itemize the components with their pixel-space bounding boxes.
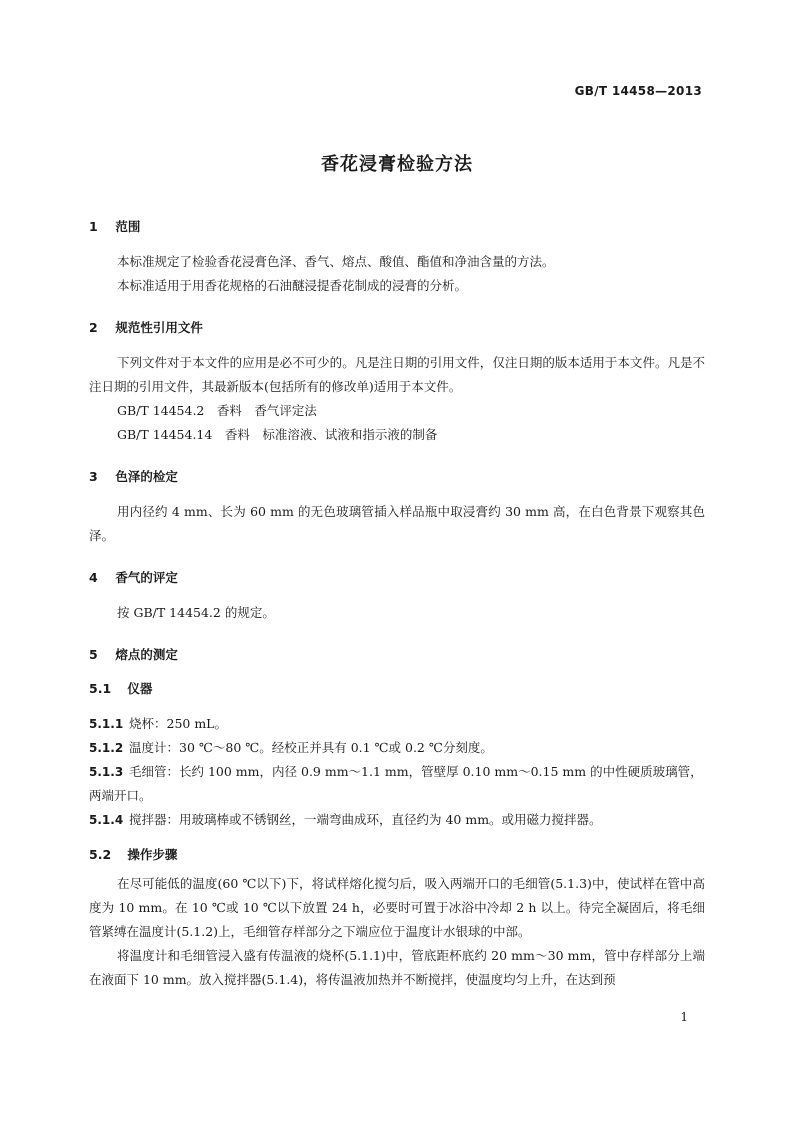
- subsection-number: 5.2: [89, 847, 112, 862]
- paragraph: 在尽可能低的温度(60 ℃以下)下，将试样熔化搅匀后，吸入两端开口的毛细管(5.1.3)中，使试样在管中高度为 10 mm。在 10 ℃或 10 ℃以下放置 24 h，必要时可置于冰浴中冷却 2 h 以上。待完全凝固后，将毛细管紧缚在温度计(5.1.2)上，毛细管存样部分之下端应位于温度计水银球的中部。: [89, 876, 705, 939]
- section-4-heading: [89, 567, 705, 589]
- document-body: [89, 216, 705, 992]
- clause-text: 搅拌器：用玻璃棒或不锈钢丝，一端弯曲成环，直径约为 40 mm。或用磁力搅拌器。: [129, 812, 602, 827]
- paragraph: 用内径约 4 mm、长为 60 mm 的无色玻璃管插入样品瓶中取浸膏约 30 mm 高，在白色背景下观察其色泽。: [89, 504, 705, 543]
- clause-5-1-1: [89, 712, 705, 736]
- section-number: 5: [89, 647, 98, 662]
- document-title: 香花浸膏检验方法: [321, 154, 473, 175]
- section-number: 2: [89, 320, 98, 335]
- section-number: 3: [89, 469, 98, 484]
- clause-number: 5.1.3: [89, 765, 124, 779]
- standard-code: GB/T 14458—2013: [574, 84, 702, 98]
- section-5-heading: [89, 644, 705, 666]
- clause-number: 5.1.1: [89, 717, 124, 731]
- clause-text: 温度计：30 ℃～80 ℃。经校正并具有 0.1 ℃或 0.2 ℃分刻度。: [129, 740, 493, 755]
- clause-5-1-3: [89, 760, 705, 808]
- subsection-5-2-heading: [89, 844, 705, 866]
- normative-reference: GB/T 14454.14 香料 标准溶液、试液和指示液的制备: [117, 427, 438, 442]
- subsection-5-1-heading: [89, 678, 705, 700]
- paragraph: 本标准适用于用香花规格的石油醚浸提香花制成的浸膏的分析。: [117, 278, 468, 293]
- section-title: 香气的评定: [115, 570, 178, 585]
- subsection-number: 5.1: [89, 681, 112, 696]
- clause-5-1-4: [89, 808, 705, 832]
- section-title: 范围: [115, 219, 141, 234]
- paragraph: 本标准规定了检验香花浸膏色泽、香气、熔点、酸值、酯值和净油含量的方法。: [117, 254, 555, 269]
- clause-5-1-2: [89, 736, 705, 760]
- clause-text: 毛细管：长约 100 mm，内径 0.9 mm～1.1 mm，管壁厚 0.10 mm～0.15 mm 的中性硬质玻璃管，两端开口。: [89, 764, 703, 803]
- subsection-title: 操作步骤: [127, 847, 178, 862]
- section-number: 1: [89, 219, 98, 234]
- section-title: 色泽的检定: [115, 469, 178, 484]
- section-title: 规范性引用文件: [115, 320, 203, 335]
- paragraph: 按 GB/T 14454.2 的规定。: [117, 605, 275, 620]
- page-number: 1: [680, 1010, 688, 1024]
- section-title: 熔点的测定: [115, 647, 178, 662]
- clause-number: 5.1.4: [89, 813, 124, 827]
- normative-reference: GB/T 14454.2 香料 香气评定法: [117, 403, 317, 418]
- section-3-heading: [89, 466, 705, 488]
- paragraph: 将温度计和毛细管浸入盛有传温液的烧杯(5.1.1)中，管底距杯底约 20 mm～30 mm，管中存样部分上端在液面下 10 mm。放入搅拌器(5.1.4)，将传温液加热并不断搅拌，使温度均匀上升，在达到预: [89, 948, 705, 987]
- subsection-title: 仪器: [127, 681, 153, 696]
- section-1-heading: [89, 216, 705, 238]
- paragraph: 下列文件对于本文件的应用是必不可少的。凡是注日期的引用文件，仅注日期的版本适用于本文件。凡是不注日期的引用文件，其最新版本(包括所有的修改单)适用于本文件。: [89, 355, 705, 394]
- section-number: 4: [89, 570, 98, 585]
- clause-number: 5.1.2: [89, 741, 124, 755]
- clause-text: 烧杯：250 mL。: [129, 716, 227, 731]
- section-2-heading: [89, 317, 705, 339]
